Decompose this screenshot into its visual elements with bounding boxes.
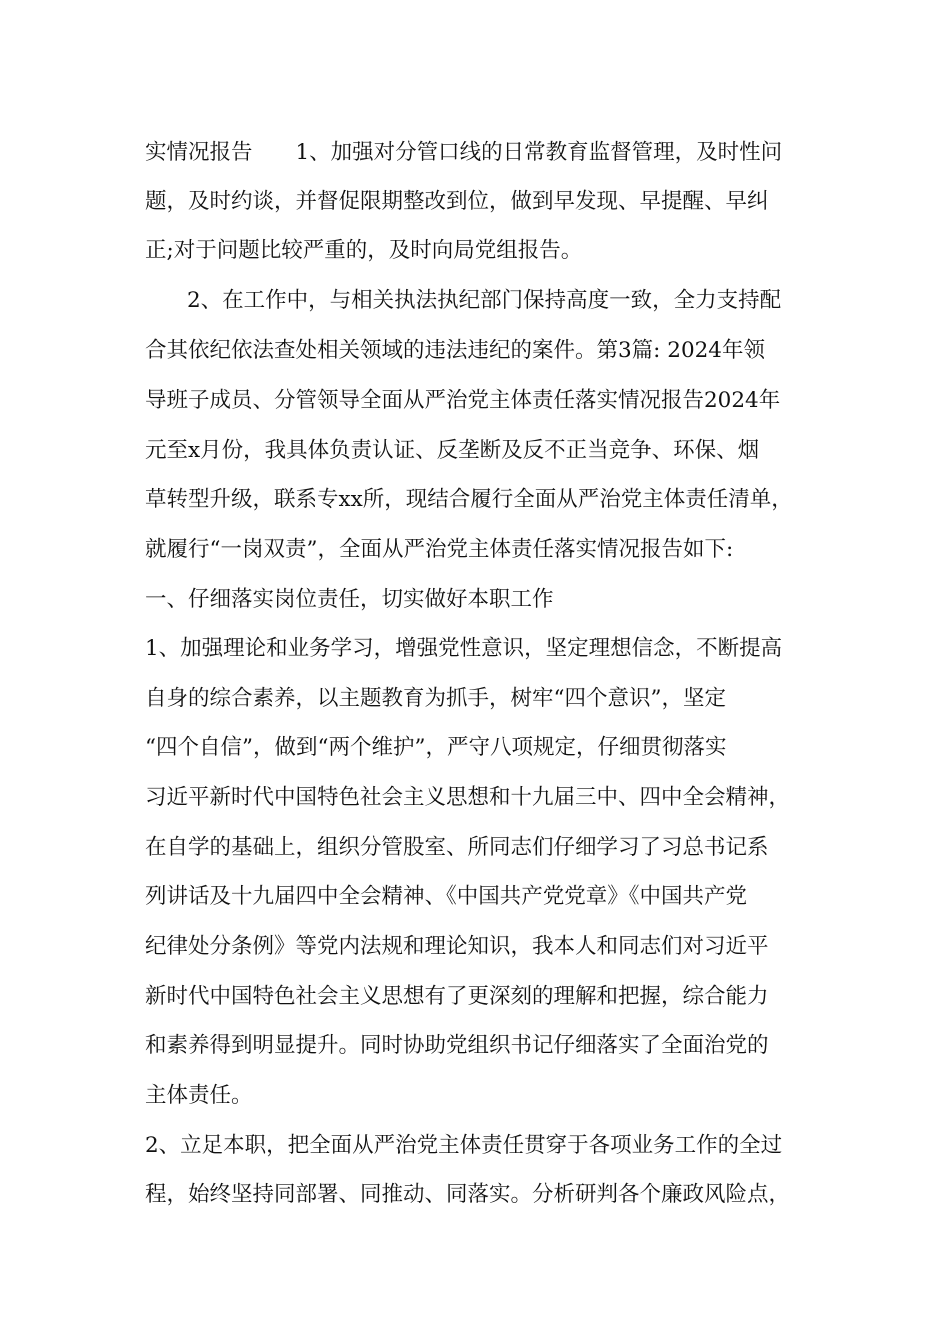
text-line: 新时代中国特色社会主义思想有了更深刻的理解和把握，综合能力 [145,984,769,1009]
text-line: 纪律处分条例》等党内法规和理论知识，我本人和同志们对习近平 [145,934,769,959]
text-line: 导班子成员、分管领导全面从严治党主体责任落实情况报告2024年 [145,388,781,413]
text-line: “四个自信”，做到“两个维护”，严守八项规定，仔细贯彻落实 [145,735,727,760]
text-line: 2、立足本职，把全面从严治党主体责任贯穿于各项业务工作的全过 [145,1133,783,1158]
text-line: 题，及时约谈，并督促限期整改到位，做到早发现、早提醒、早纠 [145,189,769,214]
text-line: 草转型升级，联系专xx所，现结合履行全面从严治党主体责任清单， [145,487,793,512]
text-line: 和素养得到明显提升。同时协助党组织书记仔细落实了全面治党的 [145,1033,769,1058]
text-line: 就履行“一岗双责”，全面从严治党主体责任落实情况报告如下: [145,537,734,562]
text-line: 列讲话及十九届四中全会精神、《中国共产党党章》《中国共产党 [145,884,748,909]
text-line: 实情况报告 1、加强对分管口线的日常教育监督管理，及时性问 [145,140,783,165]
text-line: 正;对于问题比较严重的，及时向局党组报告。 [145,238,583,263]
text-line: 1、加强理论和业务学习，增强党性意识，坚定理想信念，不断提高 [145,636,783,661]
text-line: 习近平新时代中国特色社会主义思想和十九届三中、四中全会精神， [145,785,791,810]
text-line: 元至x月份，我具体负责认证、反垄断及反不正当竞争、环保、烟 [145,438,760,463]
text-line: 2、在工作中，与相关执法执纪部门保持高度一致，全力支持配 [187,288,782,313]
section-heading: 一、仔细落实岗位责任，切实做好本职工作 [145,587,554,612]
text-line: 合其依纪依法查处相关领域的违法违纪的案件。第3篇: 2024年领 [145,338,765,363]
text-line: 程，始终坚持同部署、同推动、同落实。分析研判各个廉政风险点， [145,1182,791,1207]
text-line: 主体责任。 [145,1083,253,1108]
text-line: 自身的综合素养，以主题教育为抓手，树牢“四个意识”，坚定 [145,686,726,711]
text-line: 在自学的基础上，组织分管股室、所同志们仔细学习了习总书记系 [145,835,769,860]
